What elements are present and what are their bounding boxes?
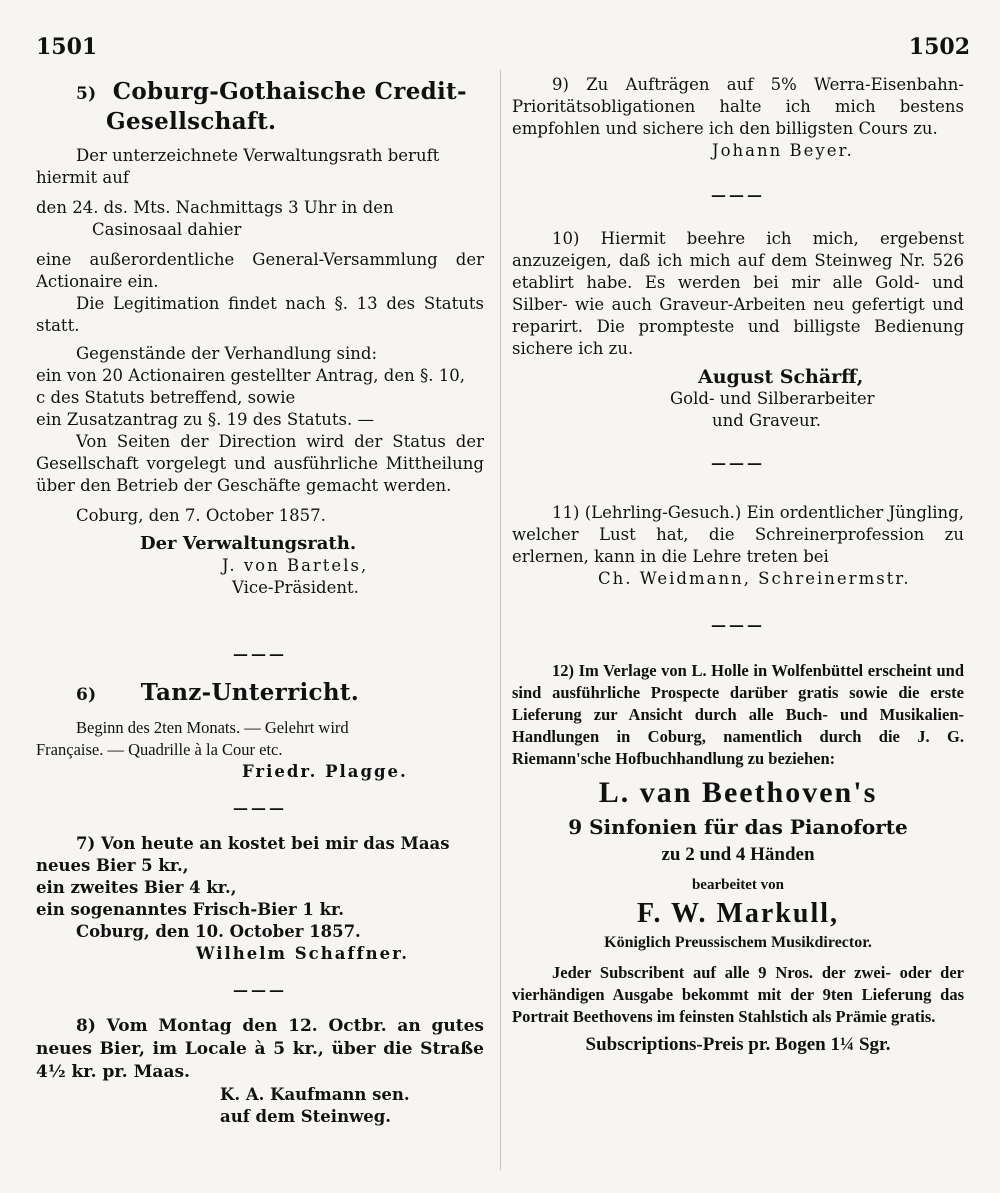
ad12-hands: zu 2 und 4 Händen [661,844,815,865]
right-column [512,74,964,1056]
ad7-signer: Wilhelm Schaffner. [196,944,410,963]
ad5-intro-cont: hiermit auf [36,168,129,187]
separator-7-8: ——— [233,981,287,999]
ad5-signer-title: Vice-Präsident. [232,578,359,597]
ad-10 [512,228,964,432]
ad5-paragraph-assembly: eine außerordentliche General-Versammlung der Actionaire ein. [36,250,484,291]
ad-9 [512,74,964,162]
ad6-line2: Française. — Quadrille à la Cour etc. [36,740,283,759]
ad5-agenda-line3: ein Zusatzantrag zu §. 19 des Statuts. — [36,410,374,429]
ad12-composer: L. van Beethoven's [598,776,878,809]
ad5-place-date: Coburg, den 7. October 1857. [76,506,326,525]
page-number-right: 1502 [908,34,970,60]
ad12-arranged-by: bearbeitet von [691,877,785,893]
ad12-arranger-title: Königlich Preussischem Musikdirector. [604,934,872,951]
ad5-paragraph-legitimation: Die Legitimation findet nach §. 13 des Statuts statt. [36,294,484,335]
page-number-left: 1501 [36,34,98,60]
ad5-intro: Der unterzeichnete Verwaltungsrath beruft [76,146,440,165]
ad5-title [36,78,484,108]
ad8-signer-address: auf dem Steinweg. [220,1107,392,1126]
ad10-signer-title1: Gold- und Silberarbeiter [670,389,875,408]
ad5-date-line1: den 24. ds. Mts. Nachmittags 3 Uhr in den [36,198,394,217]
ad5-number: 5) [76,84,97,104]
ad5-agenda-line2: c des Statuts betreffend, sowie [36,388,296,407]
separator-5-6: ——— [233,645,287,663]
separator-11-12: ——— [711,616,765,634]
ad-5 [36,78,484,599]
ad12-work-title: 9 Sinfonien für das Pianoforte [568,815,908,839]
ad6-number: 6) [76,685,97,705]
ad5-paragraph-direction: Von Seiten der Direction wird der Status der Gesellschaft vorgelegt und ausführliche Mittheilung über den Betrieb der Geschäfte gemacht werden. [36,432,484,495]
ad5-agenda-line1: ein von 20 Actionairen gestellter Antrag, den §. 10, [36,366,465,385]
separator-6-7: ——— [233,799,287,817]
ad7-line1: Von heute an kostet bei mir das Maas [101,834,450,853]
ad10-signer-title2: und Graveur. [712,411,821,430]
ad-11 [512,502,964,590]
ad7-place-date: Coburg, den 10. October 1857. [76,922,361,941]
ad5-agenda-heading: Gegenstände der Verhandlung sind: [76,344,378,363]
ad12-arranger: F. W. Markull, [636,898,839,929]
ad8-number: 8) [76,1016,96,1036]
ad5-board: Der Verwaltungsrath. [140,533,357,554]
ad7-line4: ein sogenanntes Frisch-Bier 1 kr. [36,900,344,919]
ad7-line3: ein zweites Bier 4 kr., [36,878,237,897]
ad-8 [36,1015,484,1128]
ad9-text: Zu Aufträgen auf 5% Werra-Eisenbahn-Prioritätsobligationen halte ich mich bestens empfohlen und sichere ich den billigsten Cours zu. [512,75,964,138]
ad8-text: Vom Montag den 12. Octbr. an gutes neues Bier, im Locale à 5 kr., über die Straße 4½ kr. pr. Maas. [36,1016,485,1082]
ad7-number: 7) [76,834,96,853]
ad10-text: Hiermit beehre ich mich, ergebenst anzuzeigen, daß ich mich auf dem Steinweg Nr. 526 etablirt habe. Es werden bei mir alle Gold- und Silber- wie auch Graveur-Arbeiten neu gefertigt und reparirt. Die prompteste und billigste Bedienung sichere ich zu. [512,229,965,358]
ad11-number: 11) [552,503,580,522]
ad5-signer: J. von Bartels, [222,556,369,575]
ad6-line1: Beginn des 2ten Monats. — Gelehrt wird [76,718,349,737]
ad10-number: 10) [552,229,580,248]
column-divider [500,70,501,1170]
left-column [36,74,484,1128]
ad12-price: Subscriptions-Preis pr. Bogen 1¼ Sgr. [585,1034,891,1055]
ad8-signer: K. A. Kaufmann sen. [220,1085,410,1104]
ad12-subscription-text: Jeder Subscribent auf alle 9 Nros. der zwei- oder der vierhändigen Ausgabe bekommt mit der 9ten Lieferung das Portrait Beethovens im feinsten Stahlstich als Prämie gratis. [512,963,964,1026]
ad11-text: (Lehrling-Gesuch.) Ein ordentlicher Jüngling, welcher Lust hat, die Schreinerprofession zu erlernen, kann in die Lehre treten bei [512,503,964,566]
ad-12 [512,660,964,1056]
ad5-date-line2: Casinosaal dahier [92,220,242,239]
ad9-number: 9) [552,75,569,94]
ad11-signer: Ch. Weidmann, Schreinermstr. [598,569,911,588]
ad6-title: Tanz-Unterricht. [140,679,360,706]
ad-6 [36,679,484,783]
ad5-title-line1: Coburg-Gothaische Credit- [112,78,467,105]
ad9-signer: Johann Beyer. [712,141,854,160]
ad6-signer: Friedr. Plagge. [242,762,408,781]
ad10-signer: August Schärff, [698,366,864,388]
ad12-number: 12) [552,661,574,680]
ad7-line2: neues Bier 5 kr., [36,856,189,875]
ad12-text: Im Verlage von L. Holle in Wolfenbüttel erscheint und sind ausführliche Prospecte darüber gratis sowie die erste Lieferung zur Ansicht durch alle Buch- und Musikalien-Handlungen in Coburg, namentlich durch die J. G. Riemann'sche Hofbuchhandlung zu beziehen: [512,661,964,768]
ad-7 [36,833,484,965]
ad5-title-line2: Gesellschaft. [106,108,277,135]
separator-9-10: ——— [711,186,765,204]
separator-10-11: ——— [711,454,765,472]
